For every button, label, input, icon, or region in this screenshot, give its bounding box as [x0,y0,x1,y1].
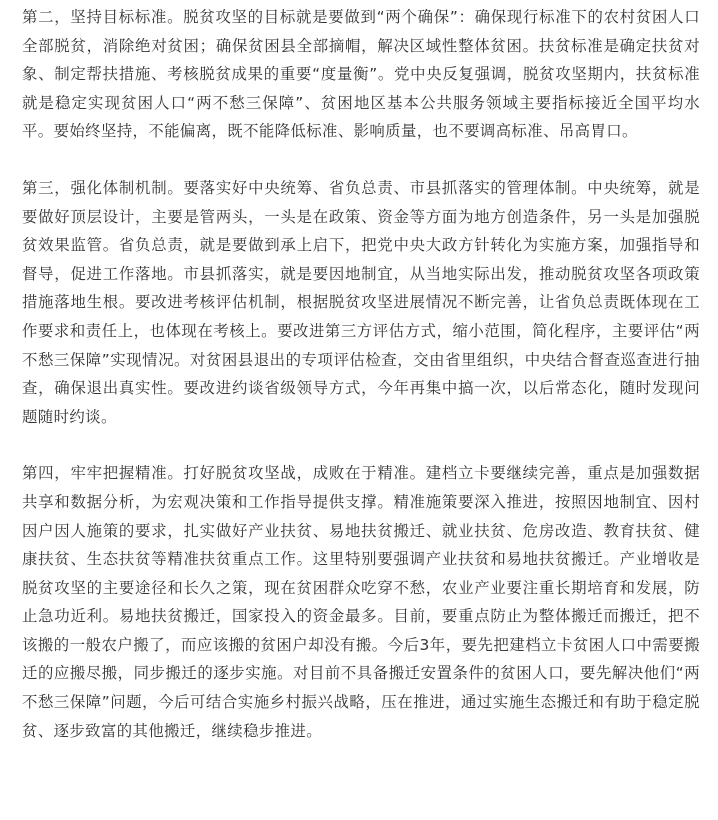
paragraph-objective-standards: 第二，坚持目标标准。脱贫攻坚的目标就是要做到“两个确保”：确保现行标准下的农村贫困人口全部脱贫，消除绝对贫困；确保贫困县全部摘帽，解决区域性整体贫困。扶贫标准是确定扶贫对象、制定帮扶措施、考核脱贫成果的重要“度量衡”。党中央反复强调，脱贫攻坚期内，扶贫标准就是稳定实现贫困人口“两不愁三保障”、贫困地区基本公共服务领域主要指标接近全国平均水平。要始终坚持，不能偏离，既不能降低标准、影响质量，也不要调高标准、吊高胃口。 [22,8,700,141]
paragraph-precision: 第四，牢牢把握精准。打好脱贫攻坚战，成败在于精准。建档立卡要继续完善，重点是加强数据共享和数据分析，为宏观决策和工作指导提供支撑。精准施策要深入推进，按照因地制宜、因村因户因人施策的要求，扎实做好产业扶贫、易地扶贫搬迁、就业扶贫、危房改造、教育扶贫、健康扶贫、生态扶贫等精准扶贫重点工作。这里特别要强调产业扶贫和易地扶贫搬迁。产业增收是脱贫攻坚的主要途径和长久之策，现在贫困群众吃穿不愁，农业产业要注重长期培育和发展，防止急功近利。易地扶贫搬迁，国家投入的资金最多。目前，要重点防止为整体搬迁而搬迁，把不该搬的一般农户搬了，而应该搬的贫困户却没有搬。今后3年，要先把建档立卡贫困人口中需要搬迁的应搬尽搬，同步搬迁的逐步实施。对目前不具备搬迁安置条件的贫困人口，要先解决他们“两不愁三保障”问题，今后可结合实施乡村振兴战略，压在推进，通过实施生态搬迁和有助于稳定脱贫、逐步致富的其他搬迁，继续稳步推进。 [22,464,700,740]
paragraph-institutional-mechanisms: 第三，强化体制机制。要落实好中央统筹、省负总责、市县抓落实的管理体制。中央统筹，就是要做好顶层设计，主要是管两头，一头是在政策、资金等方面为地方创造条件，另一头是加强脱贫效果监管。省负总责，就是要做到承上启下，把党中央大政方针转化为实施方案，加强指导和督导，促进工作落地。市县抓落实，就是要因地制宜，从当地实际出发，推动脱贫攻坚各项政策措施落地生根。要改进考核评估机制，根据脱贫攻坚进展情况不断完善，让省负总责既体现在工作要求和责任上，也体现在考核上。要改进第三方评估方式，缩小范围，简化程序，主要评估“两不愁三保障”实现情况。对贫困县退出的专项评估检查，交由省里组织，中央结合督查巡查进行抽查，确保退出真实性。要改进约谈省级领导方式，今年再集中搞一次，以后常态化，随时发现问题随时约谈。 [22,178,700,426]
article-body [22,3,700,745]
